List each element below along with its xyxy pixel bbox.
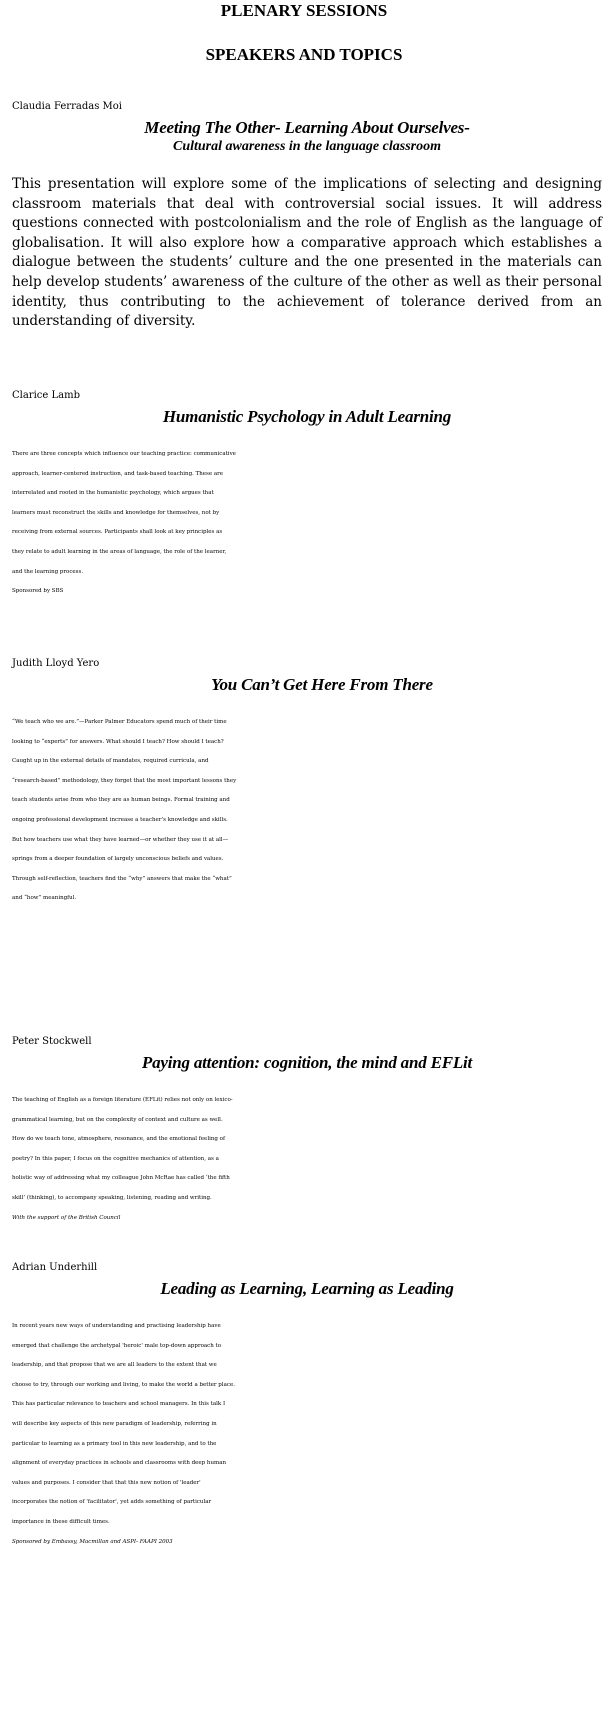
abstract-line: But how teachers use what they have learned—or whether they use it at all— [12,836,229,843]
abstract-line: skill’ (thinking), to accompany speaking, listening, reading and writing. [12,1194,212,1201]
topic-title: You Can’t Get Here From There [211,675,433,694]
abstract-line: learners must reconstruct the skills and knowledge for themselves, not by [12,509,220,516]
abstract-line: poetry? In this paper, I focus on the cognitive mechanics of attention, as a [12,1155,219,1162]
support-note: With the support of the British Council [12,1214,121,1221]
session-adrian-underhill [12,1257,602,1552]
abstract-line: alignment of everyday practices in schools and classrooms with deep human [12,1460,227,1467]
session-abstract [12,1317,602,1533]
session-clarice-lamb [12,385,602,602]
abstract-line: Caught up in the external details of mandates, required curricula, and [12,758,209,765]
abstract-line: emerged that challenge the archetypal 'heroic' male top-down approach to [12,1342,222,1349]
abstract-line: leadership, and that propose that we are all leaders to the extent that we [12,1362,217,1369]
abstract-line: grammatical learning, but on the complexity of context and culture as well. [12,1116,223,1123]
sponsor-note: Sponsored by SBS [12,588,64,595]
abstract-line: The teaching of English as a foreign literature (EFLit) relies not only on lexico- [12,1097,233,1103]
abstract-line: In recent years new ways of understanding and practising leadership have [12,1323,221,1329]
session-abstract [12,1091,602,1209]
topic-title: Meeting The Other- Learning About Ourselves- [144,118,470,137]
document-title: PLENARY SESSIONS [220,1,388,20]
abstract-line: This has particular relevance to teachers and school managers. In this talk I [12,1401,226,1408]
abstract-line: and the learning process. [12,568,84,575]
abstract-line: ongoing professional development increase a teacher’s knowledge and skills. [12,816,228,823]
session-peter-stockwell [12,1031,602,1228]
topic-title: Humanistic Psychology in Adult Learning [162,407,452,426]
speaker-name: Adrian Underhill [12,1262,98,1273]
abstract-line: Through self-reflection, teachers find the “why” answers that make the “what” [12,875,232,882]
topic-subtitle: Cultural awareness in the language classroom [172,139,441,154]
abstract-line: “We teach who we are.”—Parker Palmer Educators spend much of their time [12,719,227,725]
speaker-name: Clarice Lamb [12,390,80,401]
abstract-line: springs from a deeper foundation of largely unconscious beliefs and values. [12,856,224,863]
abstract-line: particular to learning as a primary tool in this new leadership, and to the [12,1440,217,1447]
abstract-line: How do we teach tone, atmosphere, resonance, and the emotional feeling of [12,1136,225,1143]
abstract-line: interrelated and rooted in the humanistic psychology, which argues that [12,490,214,497]
topic-title: Paying attention: cognition, the mind and EFLit [141,1053,473,1072]
abstract-line: will describe key aspects of this new paradigm of leadership, referring in [12,1420,217,1427]
abstract-line: receiving from external sources. Participants shall look at key principles as [12,529,223,536]
abstract-line: and “how” meaningful. [12,895,77,902]
abstract-line: approach, learner-centered instruction, and task-based teaching. These are [12,470,224,477]
session-judith-lloyd-yero [12,653,602,909]
session-abstract [12,445,602,582]
sponsor-note: Sponsored by Embassy, Macmillan and ASPI- FAAPI 2003 [12,1538,173,1545]
abstract-line: values and purposes. I consider that that this new notion of 'leader' [12,1479,201,1486]
abstract-line: looking to “experts” for answers. What should I teach? How should I teach? [12,738,224,745]
speaker-name: Peter Stockwell [12,1036,92,1047]
session-abstract: This presentation will explore some of the implications of selecting and designing classroom materials that deal with controversial social issues. It will address questions connected with postcolonialism and the role of English as the language of globalisation. It will also explore how a comparative approach which establishes a dialogue between the students’ culture and the one presented in the materials can help develop students’ awareness of the culture of the other as well as their personal identity, thus contributing to the achievement of tolerance derived from an understanding of diversity. [12,176,602,330]
abstract-line: choose to try, through our working and living, to make the world a better place. [12,1381,235,1388]
abstract-line: holistic way of addressing what my colleague John McRae has called ‘the fifth [12,1175,230,1182]
abstract-line: they relate to adult learning in the areas of language, the role of the learner, [12,548,227,555]
topic-title: Leading as Learning, Learning as Leading [160,1279,454,1298]
abstract-line: “research-based” methodology, they forget that the most important lessons they [12,777,237,784]
session-claudia-ferradas-moi [12,96,602,332]
session-abstract [12,713,602,909]
speaker-name: Claudia Ferradas Moi [12,101,122,112]
abstract-line: incorporates the notion of 'facilitator', yet adds something of particular [12,1499,212,1506]
speaker-name: Judith Lloyd Yero [12,658,100,669]
abstract-line: importance in these difficult times. [12,1518,110,1525]
abstract-line: teach students arise from who they are as human beings. Formal training and [12,797,230,804]
document-subtitle: SPEAKERS AND TOPICS [205,45,403,64]
abstract-line: There are three concepts which influence our teaching practice: communicative [12,451,236,457]
